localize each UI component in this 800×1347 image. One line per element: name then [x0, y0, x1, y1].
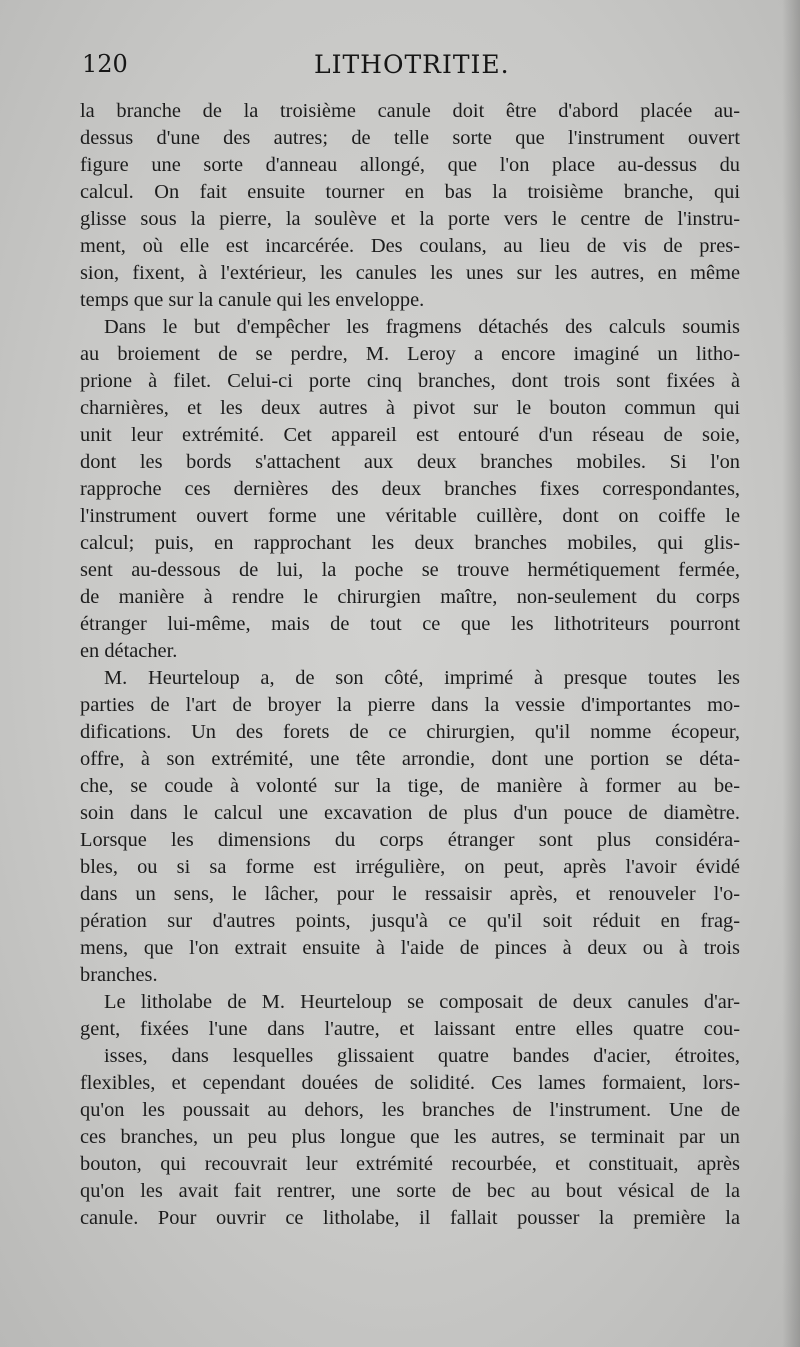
- text-line: dont les bords s'attachent aux deux branches mobiles. Si l'on: [80, 451, 740, 473]
- text-line: de manière à rendre le chirurgien maître, non-seulement du corps: [80, 586, 740, 608]
- page-header: [82, 46, 738, 82]
- text-line: ces branches, un peu plus longue que les autres, se terminait par un: [80, 1126, 740, 1148]
- text-line: ment, où elle est incarcérée. Des coulans, au lieu de vis de pres-: [80, 235, 740, 257]
- text-line: Le litholabe de M. Heurteloup se composait de deux canules d'ar-: [104, 991, 740, 1013]
- text-line: unit leur extrémité. Cet appareil est entouré d'un réseau de soie,: [80, 424, 740, 446]
- text-line: bouton, qui recouvrait leur extrémité recourbée, et constituait, après: [80, 1153, 740, 1175]
- paragraph-2: [80, 314, 740, 665]
- running-title: LITHOTRITIE.: [314, 50, 510, 79]
- text-line: calcul. On fait ensuite tourner en bas la troisième branche, qui: [80, 181, 740, 203]
- text-line: Lorsque les dimensions du corps étranger sont plus considéra-: [80, 829, 740, 851]
- text-line: en détacher.: [80, 640, 178, 662]
- body-text: [80, 98, 740, 1232]
- text-line: étranger lui-même, mais de tout ce que les lithotriteurs pourront: [80, 613, 740, 635]
- text-line: soin dans le calcul une excavation de plus d'un pouce de diamètre.: [80, 802, 740, 824]
- text-line: l'instrument ouvert forme une véritable cuillère, dont on coiffe le: [80, 505, 740, 527]
- text-line: sion, fixent, à l'extérieur, les canules les unes sur les autres, en même: [80, 262, 740, 284]
- text-line: isses, dans lesquelles glissaient quatre bandes d'acier, étroites,: [104, 1045, 740, 1067]
- text-line: offre, à son extrémité, une tête arrondie, dont une portion se déta-: [80, 748, 740, 770]
- text-line: prione à filet. Celui-ci porte cinq branches, dont trois sont fixées à: [80, 370, 740, 392]
- paragraph-4: [80, 989, 740, 1232]
- text-line: figure une sorte d'anneau allongé, que l'on place au-dessus du: [80, 154, 740, 176]
- page-number: 120: [82, 50, 128, 78]
- paragraph-1: [80, 98, 740, 314]
- text-line: qu'on les avait fait rentrer, une sorte de bec au bout vésical de la: [80, 1180, 740, 1202]
- paragraph-3: [80, 665, 740, 989]
- text-line: che, se coude à volonté sur la tige, de manière à former au be-: [80, 775, 740, 797]
- text-line: parties de l'art de broyer la pierre dans la vessie d'importantes mo-: [80, 694, 740, 716]
- text-line: Dans le but d'empêcher les fragmens détachés des calculs soumis: [104, 316, 740, 338]
- text-line: glisse sous la pierre, la soulève et la porte vers le centre de l'instru-: [80, 208, 740, 230]
- text-line: la branche de la troisième canule doit être d'abord placée au-: [80, 100, 740, 122]
- text-line: au broiement de se perdre, M. Leroy a encore imaginé un litho-: [80, 343, 740, 365]
- text-line: bles, ou si sa forme est irrégulière, on peut, après l'avoir évidé: [80, 856, 740, 878]
- text-line: rapproche ces dernières des deux branches fixes correspondantes,: [80, 478, 740, 500]
- text-line: qu'on les poussait au dehors, les branches de l'instrument. Une de: [80, 1099, 740, 1121]
- text-line: mens, que l'on extrait ensuite à l'aide de pinces à deux ou à trois: [80, 937, 740, 959]
- text-line: difications. Un des forets de ce chirurgien, qu'il nomme écopeur,: [80, 721, 740, 743]
- page-edge-shadow: [782, 0, 800, 1347]
- text-line: gent, fixées l'une dans l'autre, et laissant entre elles quatre cou-: [80, 1018, 740, 1040]
- text-line: sent au-dessous de lui, la poche se trouve hermétiquement fermée,: [80, 559, 740, 581]
- text-line: canule. Pour ouvrir ce litholabe, il fallait pousser la première la: [80, 1207, 740, 1229]
- text-line: dessus d'une des autres; de telle sorte que l'instrument ouvert: [80, 127, 740, 149]
- text-line: flexibles, et cependant douées de solidité. Ces lames formaient, lors-: [80, 1072, 740, 1094]
- text-line: dans un sens, le lâcher, pour le ressaisir après, et renouveler l'o-: [80, 883, 740, 905]
- text-line: temps que sur la canule qui les enveloppe.: [80, 289, 425, 311]
- text-line: pération sur d'autres points, jusqu'à ce qu'il soit réduit en frag-: [80, 910, 740, 932]
- text-line: M. Heurteloup a, de son côté, imprimé à presque toutes les: [104, 667, 740, 689]
- text-line: branches.: [80, 964, 158, 986]
- text-line: calcul; puis, en rapprochant les deux branches mobiles, qui glis-: [80, 532, 740, 554]
- text-line: charnières, et les deux autres à pivot sur le bouton commun qui: [80, 397, 740, 419]
